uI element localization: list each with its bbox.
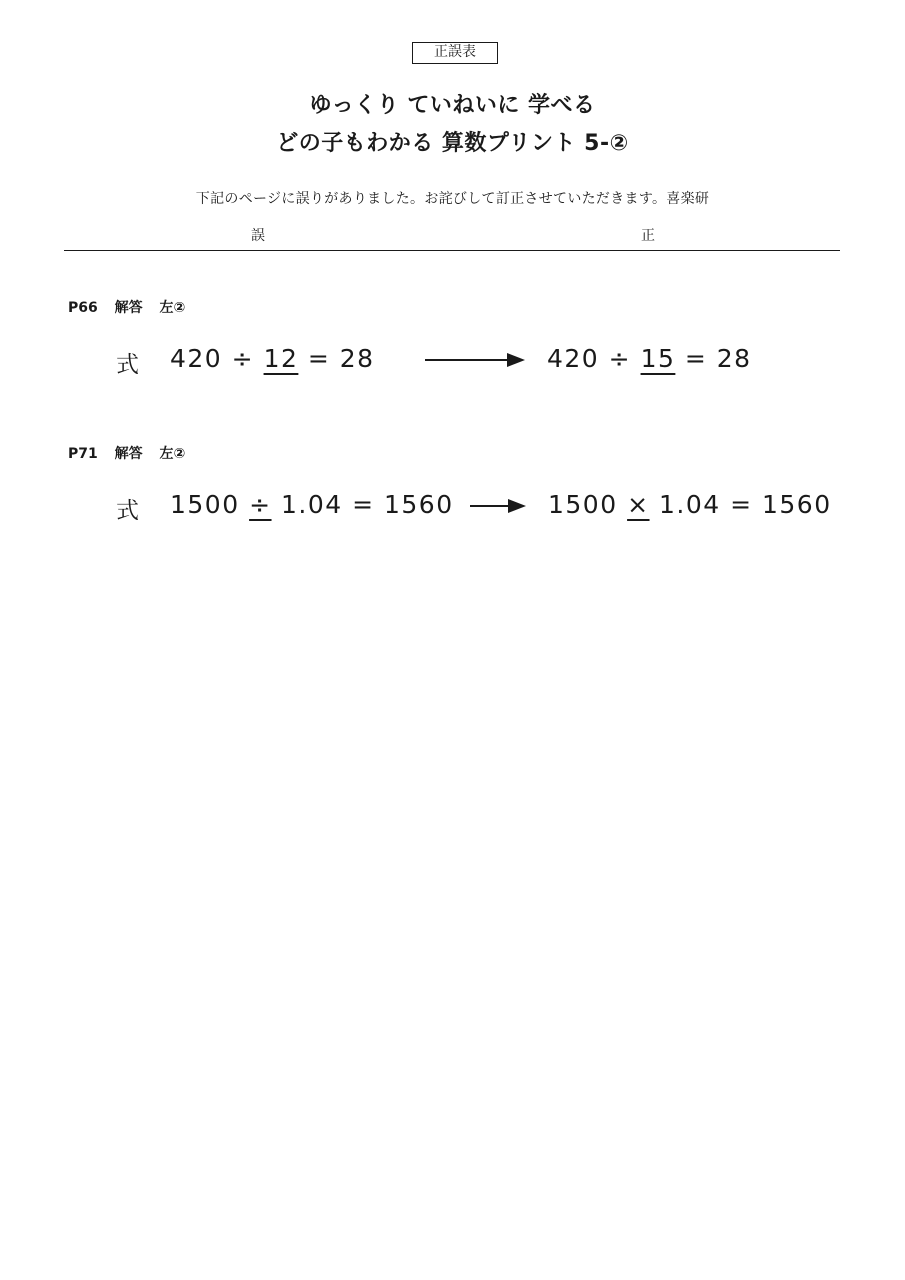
correct-equation [547, 344, 752, 373]
formula-label: 式 [116, 352, 139, 378]
errata-label: 正誤表 [412, 42, 498, 64]
wrong-value: 12 [263, 344, 299, 373]
correction-heading [68, 443, 197, 463]
equation-part: 1500 [548, 490, 628, 519]
apology-notice: 下記のページに誤りがありました。お詫びして訂正させていただきます。喜楽研 [195, 191, 710, 207]
title-line-2: どの子もわかる 算数プリント 5-② [276, 131, 629, 156]
equation-part: 420 ÷ [170, 344, 264, 373]
location-label: 左② [159, 446, 186, 462]
equation-part: = 28 [298, 344, 375, 373]
equation-part: 1.04 = 1560 [271, 490, 454, 519]
wrong-operator: ÷ [249, 490, 272, 519]
column-header-wrong: 誤 [251, 228, 265, 244]
right-arrow-icon [425, 353, 525, 367]
wrong-equation [170, 344, 375, 373]
location-label: 左② [159, 300, 186, 316]
correct-equation [548, 490, 832, 519]
equation-part: 1.04 = 1560 [649, 490, 832, 519]
equation-part: = 28 [675, 344, 752, 373]
column-header-correct: 正 [641, 228, 655, 244]
answer-label: 解答 [114, 446, 143, 462]
correct-operator: × [627, 490, 650, 519]
page-number: P66 [68, 300, 98, 316]
equation-part: 1500 [170, 490, 250, 519]
equation-part: 420 ÷ [547, 344, 641, 373]
page-number: P71 [68, 446, 98, 462]
right-arrow-icon [470, 499, 526, 513]
header-divider [64, 250, 840, 251]
answer-label: 解答 [114, 300, 143, 316]
correction-heading [68, 297, 197, 317]
correct-value: 15 [640, 344, 676, 373]
formula-label: 式 [116, 498, 139, 524]
wrong-equation [170, 490, 454, 519]
title-line-1: ゆっくり ていねいに 学べる [309, 93, 596, 118]
